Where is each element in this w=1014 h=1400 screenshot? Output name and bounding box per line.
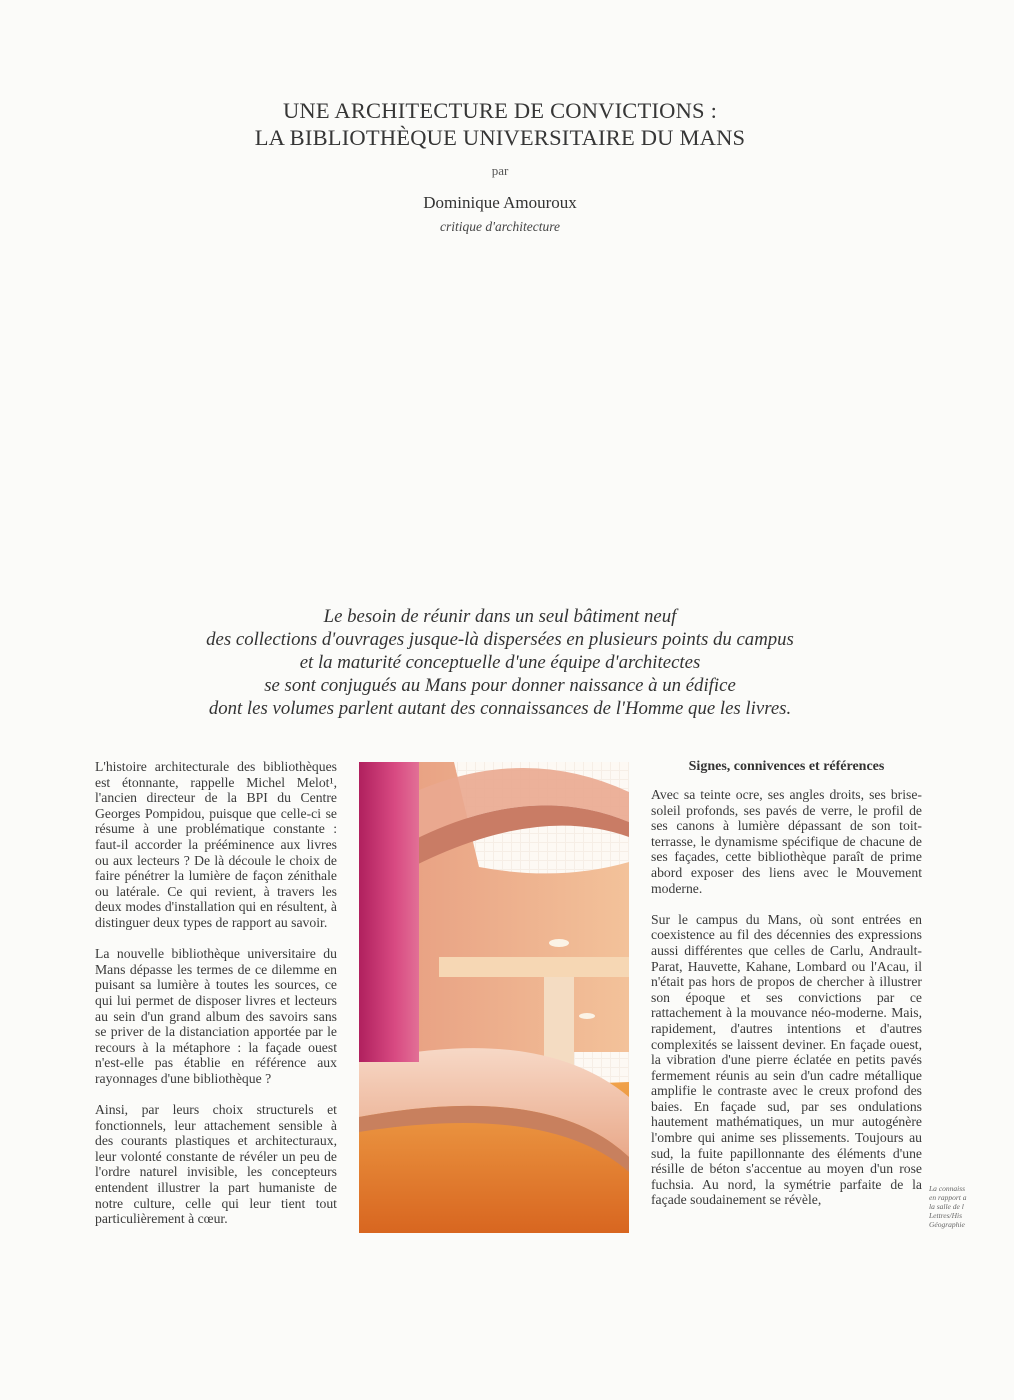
chapeau-line: se sont conjugués au Mans pour donner naissance à un édifice — [264, 675, 736, 696]
chapeau-line: et la maturité conceptuelle d'une équipe d'architectes — [299, 652, 701, 673]
chapeau — [150, 605, 850, 720]
caption-line: La connaiss — [929, 1184, 966, 1193]
article-title — [0, 97, 1000, 151]
title-line-2: LA BIBLIOTHÈQUE UNIVERSITAIRE DU MANS — [254, 125, 746, 150]
caption-line: la salle de l — [929, 1202, 964, 1211]
author-role: critique d'architecture — [440, 219, 560, 234]
section-heading: Signes, connivences et références — [688, 759, 885, 774]
caption-line: Lettres/His — [929, 1211, 963, 1220]
interior-photo — [359, 762, 629, 1233]
paragraph: L'histoire architecturale des bibliothèques est étonnante, rappelle Michel Melot¹, l'ancien directeur de la BPI du Centre Georges Pompidou, puisque que celle-ci se résume à une problématique constante : faut-il accorder la prééminence aux livres ou aux lecteurs ? De là découle le choix de faire pénétrer la lumière de façon zénithale ou latérale. Ce qui revient, à travers les deux modes d'installation qui en résultent, à distinguer deux types de rapport au savoir. — [95, 759, 337, 930]
paragraph: Ainsi, par leurs choix structurels et fonctionnels, leur attachement sensible à des courants plastiques et architecturaux, leur volonté constante de révéler un peu de l'ordre naturel invisible, les concepteurs entendent illustrer la part humaniste de notre culture, celle qui leur tient tout particulièrement à cœur. — [95, 1102, 337, 1227]
paragraph: La nouvelle bibliothèque universitaire du Mans dépasse les termes de ce dilemme en puisant sa lumière à toutes les sources, ce qui lui permet de disposer livres et lecteurs au sein d'un grand album des savoirs sans se priver de la distanciation apportée par le recours à la métaphore : la façade ouest n'est-elle pas établie en référence aux rayonnages d'une bibliothèque ? — [95, 946, 337, 1086]
title-line-1: UNE ARCHITECTURE DE CONVICTIONS : — [282, 98, 718, 123]
paragraph: Avec sa teinte ocre, ses angles droits, ses brise-soleil profonds, ses pavés de verre, le profil de ses canons à lumière dépassant de son toit-terrasse, le dynamisme spécifique de chacune de ses façades, cette bibliothèque paraît de prime abord exposer des liens avec le Mouvement moderne. — [651, 787, 922, 896]
chapeau-line: dont les volumes parlent autant des connaissances de l'Homme que les livres. — [208, 698, 792, 719]
left-column — [95, 759, 337, 1242]
paragraph: Sur le campus du Mans, où sont entrées en coexistence au fil des décennies des expressions aussi différentes que celles de Carlu, Andrault-Parat, Hauvette, Kahane, Lombard ou l'Acau, il n'était pas hors de propos de chercher à illustrer son époque et ses convictions par ce rattachement à la mouvance néo-moderne. Mais, rapidement, d'autres intentions et d'autres complexités se laissent deviner. En façade ouest, la vibration d'une pierre éclatée en petits pavés fermement réunis au sein d'un cadre métallique amplifie le contraste avec le creux profond des baies. En façade sud, par ses ondulations hautement mathématiques, un mur autogénère l'ombre qui anime ses plissements. Toujours au sud, la fuite papillonnante des éléments d'une résille de béton s'accentue au moyen d'un rose fuchsia. Au nord, la symétrie parfaite de la façade soudainement se révèle, — [651, 911, 922, 1208]
photo-caption — [929, 1184, 989, 1229]
right-column — [651, 759, 922, 1224]
caption-line: en rapport a — [929, 1193, 967, 1202]
author-name: Dominique Amouroux — [423, 193, 577, 212]
chapeau-line: des collections d'ouvrages jusque-là dispersées en plusieurs points du campus — [206, 629, 794, 650]
chapeau-line: Le besoin de réunir dans un seul bâtiment neuf — [323, 606, 677, 627]
caption-line: Géographie — [929, 1220, 965, 1229]
byline-par: par — [491, 163, 509, 178]
